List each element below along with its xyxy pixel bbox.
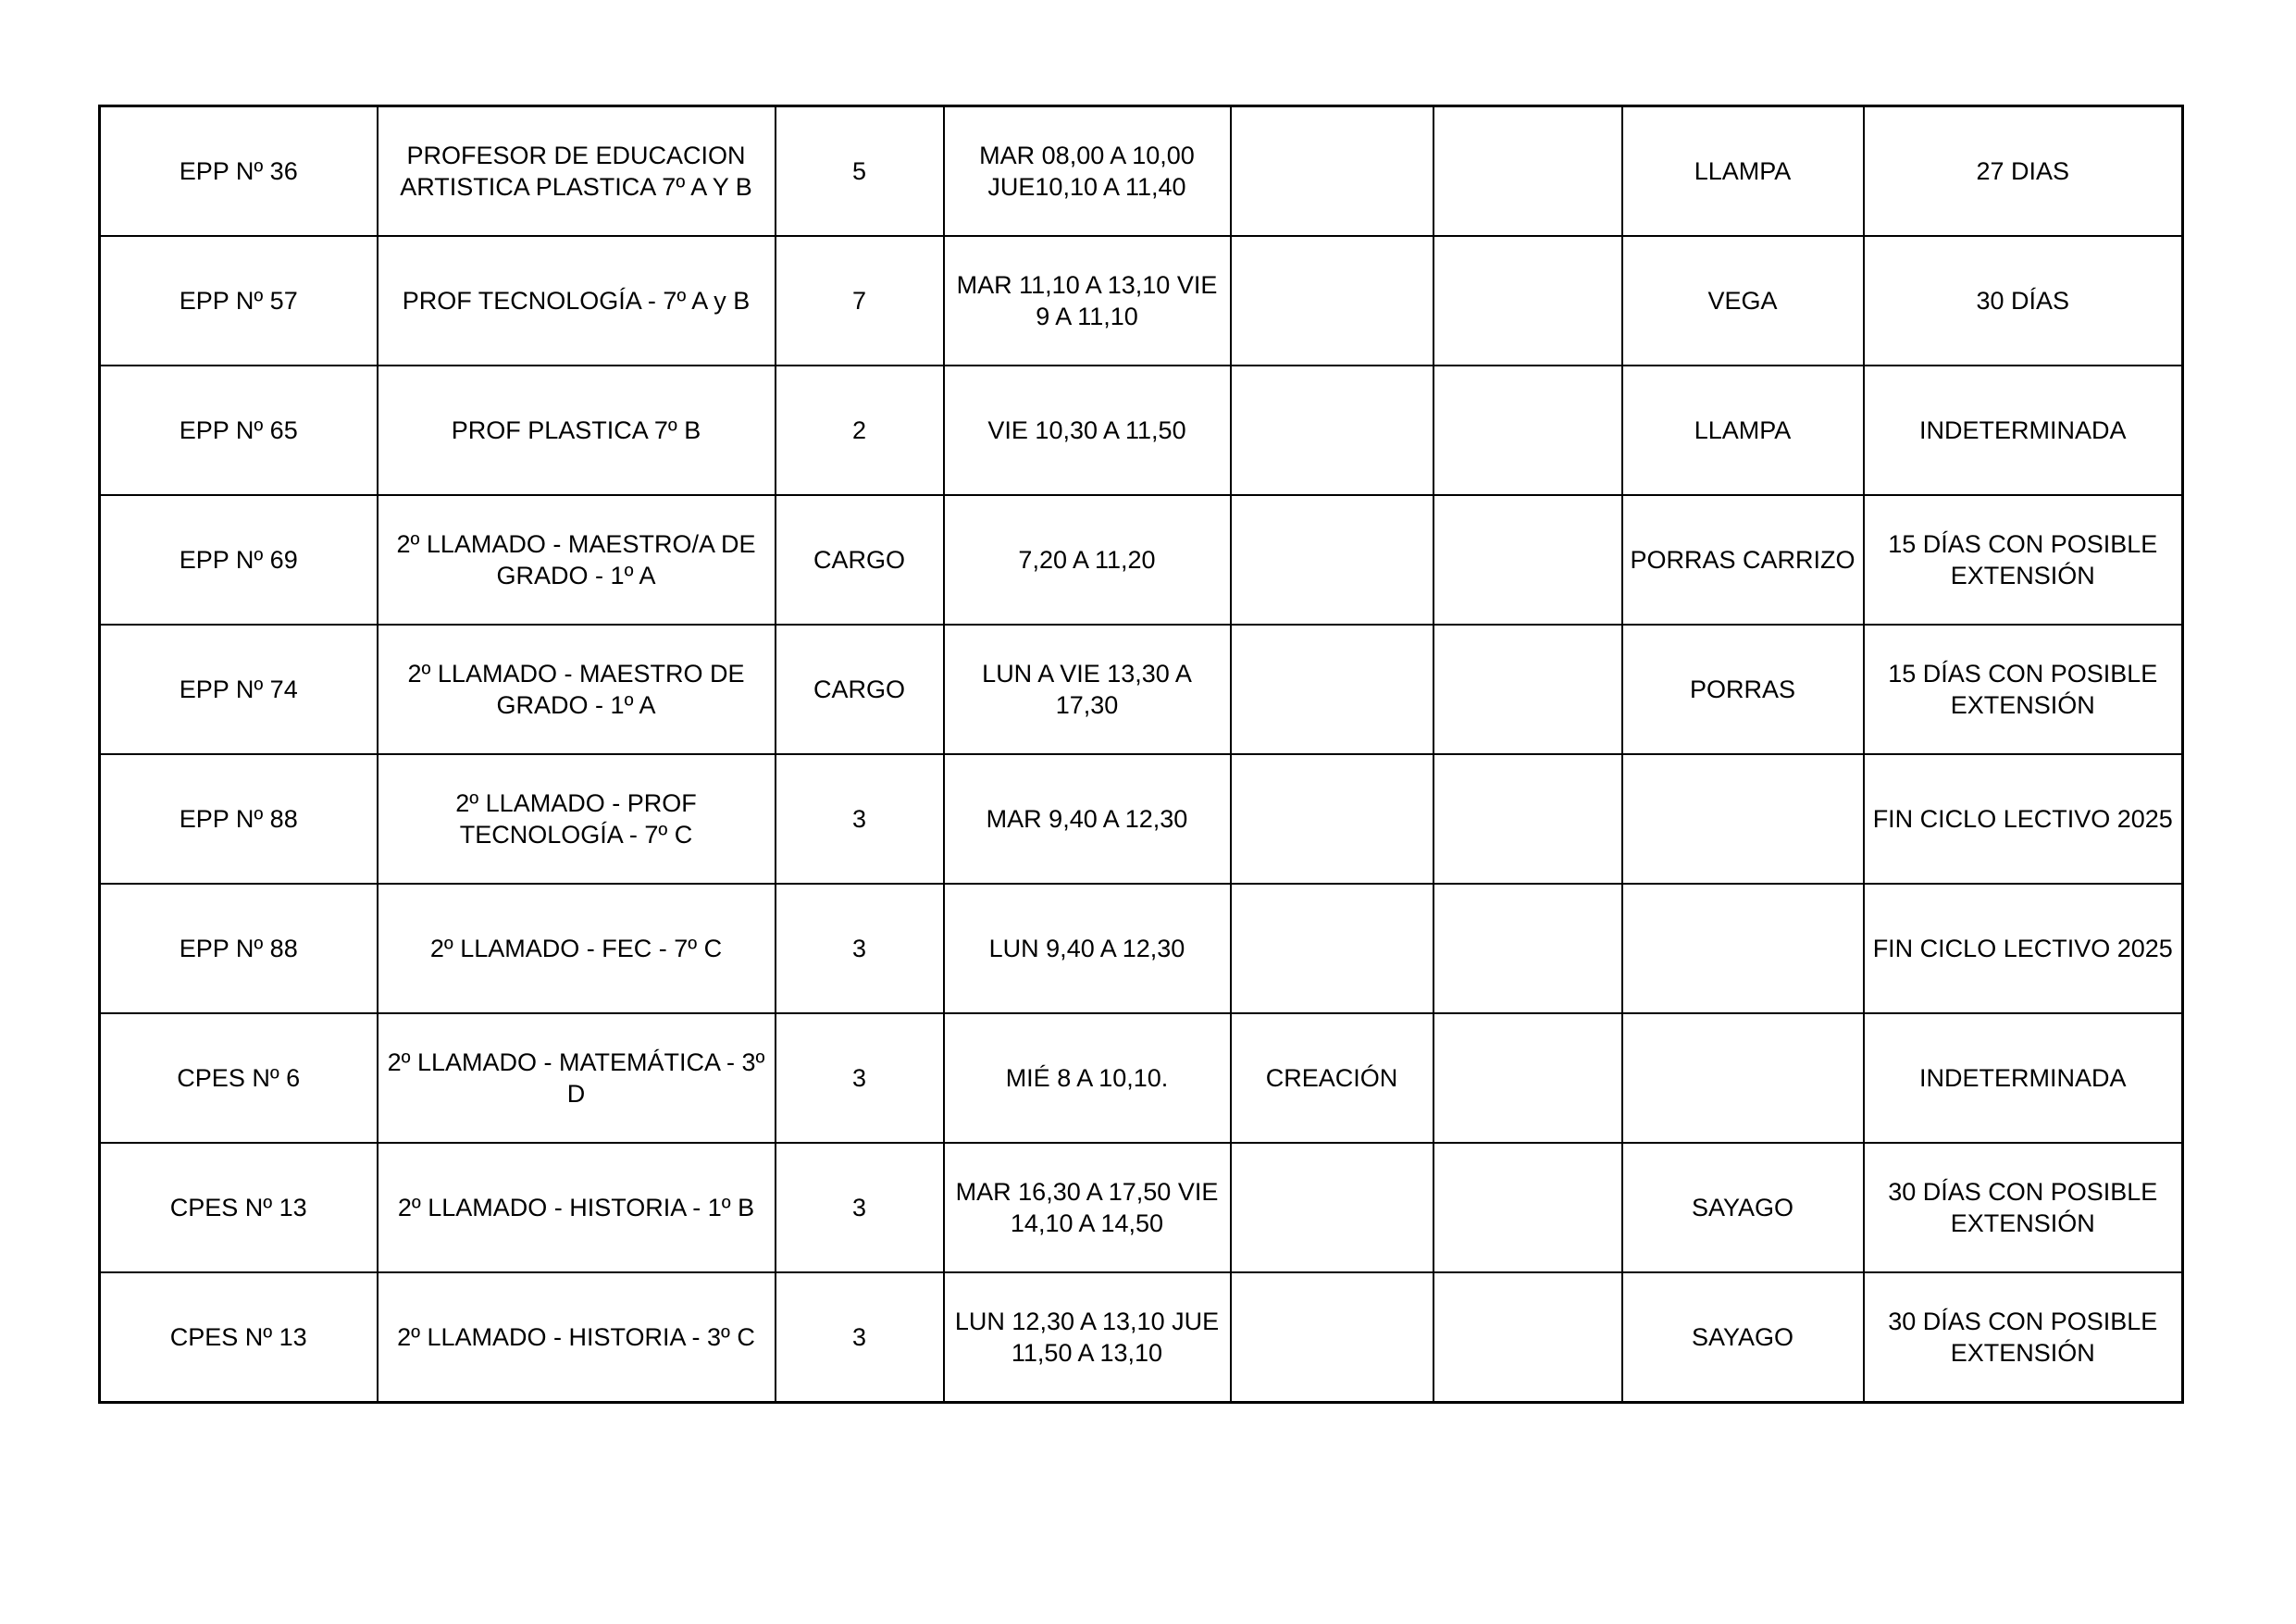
extra-cell: [1433, 366, 1622, 495]
school-cell: CPES Nº 13: [100, 1143, 378, 1272]
table-row: [100, 1272, 2183, 1403]
position-cell: 2º LLAMADO - MAESTRO/A DE GRADO - 1º A: [378, 495, 776, 625]
extra-cell: [1433, 625, 1622, 754]
notes-cell: [1231, 1143, 1433, 1272]
table-row: [100, 754, 2183, 884]
notes-cell: [1231, 366, 1433, 495]
substitute-cell: PORRAS: [1622, 625, 1864, 754]
hours-cell: CARGO: [776, 495, 944, 625]
vacancy-table: [98, 105, 2184, 1404]
schedule-cell: MAR 16,30 A 17,50 VIE 14,10 A 14,50: [944, 1143, 1231, 1272]
duration-cell: INDETERMINADA: [1864, 1013, 2183, 1143]
substitute-cell: VEGA: [1622, 236, 1864, 366]
position-cell: 2º LLAMADO - HISTORIA - 3º C: [378, 1272, 776, 1403]
school-cell: CPES Nº 6: [100, 1013, 378, 1143]
extra-cell: [1433, 1013, 1622, 1143]
schedule-cell: VIE 10,30 A 11,50: [944, 366, 1231, 495]
duration-cell: 30 DÍAS CON POSIBLE EXTENSIÓN: [1864, 1272, 2183, 1403]
extra-cell: [1433, 1272, 1622, 1403]
table-row: [100, 236, 2183, 366]
document-page: [98, 105, 2181, 1404]
schedule-cell: LUN 9,40 A 12,30: [944, 884, 1231, 1013]
hours-cell: CARGO: [776, 625, 944, 754]
table-row: [100, 1143, 2183, 1272]
notes-cell: [1231, 495, 1433, 625]
extra-cell: [1433, 754, 1622, 884]
schedule-cell: MIÉ 8 A 10,10.: [944, 1013, 1231, 1143]
notes-cell: [1231, 236, 1433, 366]
substitute-cell: LLAMPA: [1622, 106, 1864, 237]
position-cell: PROF PLASTICA 7º B: [378, 366, 776, 495]
position-cell: 2º LLAMADO - MAESTRO DE GRADO - 1º A: [378, 625, 776, 754]
hours-cell: 3: [776, 1013, 944, 1143]
hours-cell: 7: [776, 236, 944, 366]
school-cell: EPP Nº 57: [100, 236, 378, 366]
table-row: [100, 625, 2183, 754]
school-cell: EPP Nº 69: [100, 495, 378, 625]
duration-cell: 15 DÍAS CON POSIBLE EXTENSIÓN: [1864, 495, 2183, 625]
hours-cell: 5: [776, 106, 944, 237]
schedule-cell: MAR 08,00 A 10,00 JUE10,10 A 11,40: [944, 106, 1231, 237]
position-cell: 2º LLAMADO - MATEMÁTICA - 3º D: [378, 1013, 776, 1143]
extra-cell: [1433, 106, 1622, 237]
substitute-cell: [1622, 1013, 1864, 1143]
schedule-cell: MAR 9,40 A 12,30: [944, 754, 1231, 884]
extra-cell: [1433, 1143, 1622, 1272]
position-cell: PROF TECNOLOGÍA - 7º A y B: [378, 236, 776, 366]
duration-cell: FIN CICLO LECTIVO 2025: [1864, 754, 2183, 884]
substitute-cell: SAYAGO: [1622, 1272, 1864, 1403]
schedule-cell: 7,20 A 11,20: [944, 495, 1231, 625]
extra-cell: [1433, 495, 1622, 625]
notes-cell: [1231, 754, 1433, 884]
hours-cell: 3: [776, 754, 944, 884]
school-cell: EPP Nº 65: [100, 366, 378, 495]
table-row: [100, 366, 2183, 495]
duration-cell: 30 DÍAS: [1864, 236, 2183, 366]
school-cell: CPES Nº 13: [100, 1272, 378, 1403]
substitute-cell: LLAMPA: [1622, 366, 1864, 495]
table-row: [100, 106, 2183, 237]
extra-cell: [1433, 236, 1622, 366]
duration-cell: FIN CICLO LECTIVO 2025: [1864, 884, 2183, 1013]
position-cell: 2º LLAMADO - PROF TECNOLOGÍA - 7º C: [378, 754, 776, 884]
table-row: [100, 884, 2183, 1013]
table-row: [100, 1013, 2183, 1143]
hours-cell: 2: [776, 366, 944, 495]
duration-cell: 15 DÍAS CON POSIBLE EXTENSIÓN: [1864, 625, 2183, 754]
substitute-cell: [1622, 754, 1864, 884]
notes-cell: [1231, 1272, 1433, 1403]
duration-cell: 30 DÍAS CON POSIBLE EXTENSIÓN: [1864, 1143, 2183, 1272]
duration-cell: INDETERMINADA: [1864, 366, 2183, 495]
notes-cell: CREACIÓN: [1231, 1013, 1433, 1143]
school-cell: EPP Nº 88: [100, 884, 378, 1013]
hours-cell: 3: [776, 1143, 944, 1272]
substitute-cell: PORRAS CARRIZO: [1622, 495, 1864, 625]
position-cell: PROFESOR DE EDUCACION ARTISTICA PLASTICA 7º A Y B: [378, 106, 776, 237]
schedule-cell: LUN 12,30 A 13,10 JUE 11,50 A 13,10: [944, 1272, 1231, 1403]
extra-cell: [1433, 884, 1622, 1013]
substitute-cell: [1622, 884, 1864, 1013]
table-body: [100, 106, 2183, 1403]
substitute-cell: SAYAGO: [1622, 1143, 1864, 1272]
notes-cell: [1231, 884, 1433, 1013]
hours-cell: 3: [776, 884, 944, 1013]
table-row: [100, 495, 2183, 625]
school-cell: EPP Nº 36: [100, 106, 378, 237]
notes-cell: [1231, 625, 1433, 754]
position-cell: 2º LLAMADO - HISTORIA - 1º B: [378, 1143, 776, 1272]
school-cell: EPP Nº 88: [100, 754, 378, 884]
school-cell: EPP Nº 74: [100, 625, 378, 754]
duration-cell: 27 DIAS: [1864, 106, 2183, 237]
schedule-cell: LUN A VIE 13,30 A 17,30: [944, 625, 1231, 754]
schedule-cell: MAR 11,10 A 13,10 VIE 9 A 11,10: [944, 236, 1231, 366]
position-cell: 2º LLAMADO - FEC - 7º C: [378, 884, 776, 1013]
hours-cell: 3: [776, 1272, 944, 1403]
notes-cell: [1231, 106, 1433, 237]
